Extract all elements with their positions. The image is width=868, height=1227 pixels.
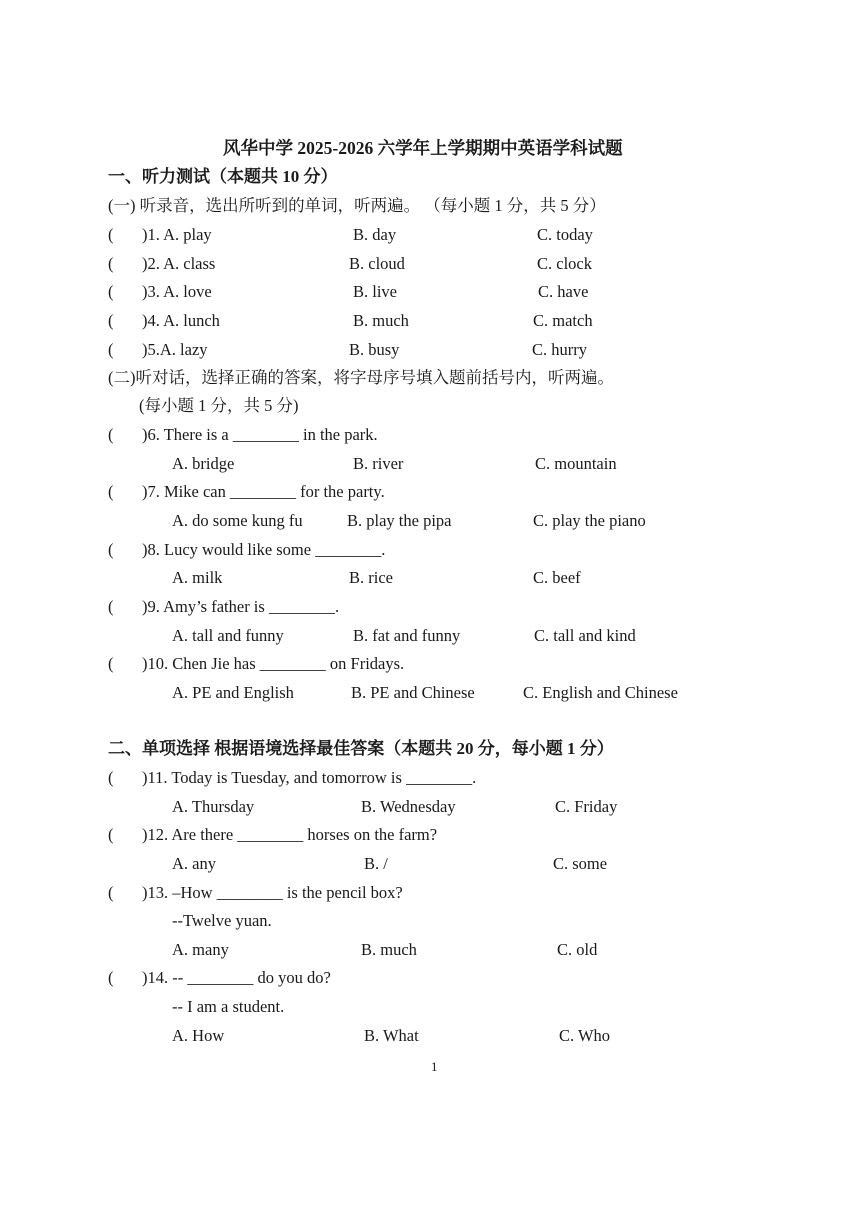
option-b: B. much [353,311,409,330]
question-stem: )6. There is a ________ in the park. [142,425,378,444]
option-a: A. PE and English [172,683,294,702]
answer-bracket[interactable]: ( [108,425,114,444]
question-stem: )11. Today is Tuesday, and tomorrow is ________. [142,768,477,787]
page-number: 1 [431,1059,438,1074]
question-stem: )9. Amy’s father is ________. [142,597,340,616]
answer-bracket[interactable]: ( [108,768,114,787]
answer-bracket[interactable]: ( [108,254,114,273]
section-1-part-2-instruction: (二)听对话，选择正确的答案，将字母序号填入题前括号内，听两遍。 [108,368,614,387]
option-a: A. bridge [172,454,235,473]
option-c: C. beef [533,568,581,587]
option-c: C. today [537,225,593,244]
dialogue-reply: --Twelve yuan. [172,911,272,930]
answer-bracket[interactable]: ( [108,225,114,244]
option-b: B. fat and funny [353,626,461,645]
option-b: B. much [361,940,417,959]
question-stem: )10. Chen Jie has ________ on Fridays. [142,654,405,673]
option-c: C. match [533,311,593,330]
question-stem: )5.A. lazy [142,340,208,359]
option-b: B. river [353,454,404,473]
option-a: A. milk [172,568,223,587]
option-c: C. tall and kind [534,626,636,645]
option-b: B. Wednesday [361,797,456,816]
option-c: C. mountain [535,454,617,473]
answer-bracket[interactable]: ( [108,968,114,987]
answer-bracket[interactable]: ( [108,482,114,501]
option-c: C. Friday [555,797,618,816]
option-b: B. day [353,225,397,244]
option-b: B. What [364,1026,419,1045]
option-a: A. do some kung fu [172,511,303,530]
answer-bracket[interactable]: ( [108,654,114,673]
answer-bracket[interactable]: ( [108,282,114,301]
question-stem: )2. A. class [142,254,216,273]
question-stem: )7. Mike can ________ for the party. [142,482,385,501]
question-stem: )4. A. lunch [142,311,220,330]
exam-title: 风华中学 2025-2026 六学年上学期期中英语学科试题 [223,138,623,158]
option-a: A. Thursday [172,797,255,816]
option-b: B. cloud [349,254,405,273]
section-1-heading: 一、听力测试（本题共 10 分） [108,167,338,186]
option-c: C. have [538,282,589,301]
question-stem: )8. Lucy would like some ________. [142,540,386,559]
option-b: B. PE and Chinese [351,683,475,702]
question-stem: )1. A. play [142,225,212,244]
option-a: A. tall and funny [172,626,284,645]
option-c: C. English and Chinese [523,683,678,702]
option-a: A. any [172,854,216,873]
dialogue-reply: -- I am a student. [172,997,285,1016]
answer-bracket[interactable]: ( [108,825,114,844]
option-b: B. live [353,282,397,301]
answer-bracket[interactable]: ( [108,597,114,616]
option-a: A. How [172,1026,225,1045]
question-stem: )13. –How ________ is the pencil box? [142,883,403,902]
answer-bracket[interactable]: ( [108,540,114,559]
option-b: B. rice [349,568,393,587]
section-1-part-1-instruction: (一) 听录音，选出所听到的单词，听两遍。 （每小题 1 分，共 5 分） [108,196,606,215]
option-a: A. many [172,940,229,959]
section-1-part-2-score: (每小题 1 分，共 5 分) [139,396,299,415]
answer-bracket[interactable]: ( [108,883,114,902]
option-c: C. old [557,940,598,959]
option-b: B. play the pipa [347,511,452,530]
option-c: C. clock [537,254,592,273]
section-2-heading: 二、单项选择 根据语境选择最佳答案（本题共 20 分，每小题 1 分） [108,739,614,758]
option-c: C. Who [559,1026,611,1045]
answer-bracket[interactable]: ( [108,340,114,359]
option-c: C. some [553,854,608,873]
question-stem: )14. -- ________ do you do? [142,968,331,987]
question-stem: )12. Are there ________ horses on the farm? [142,825,438,844]
option-b: B. busy [349,340,400,359]
question-stem: )3. A. love [142,282,212,301]
answer-bracket[interactable]: ( [108,311,114,330]
option-b: B. / [364,854,388,873]
option-c: C. hurry [532,340,587,359]
option-c: C. play the piano [533,511,646,530]
